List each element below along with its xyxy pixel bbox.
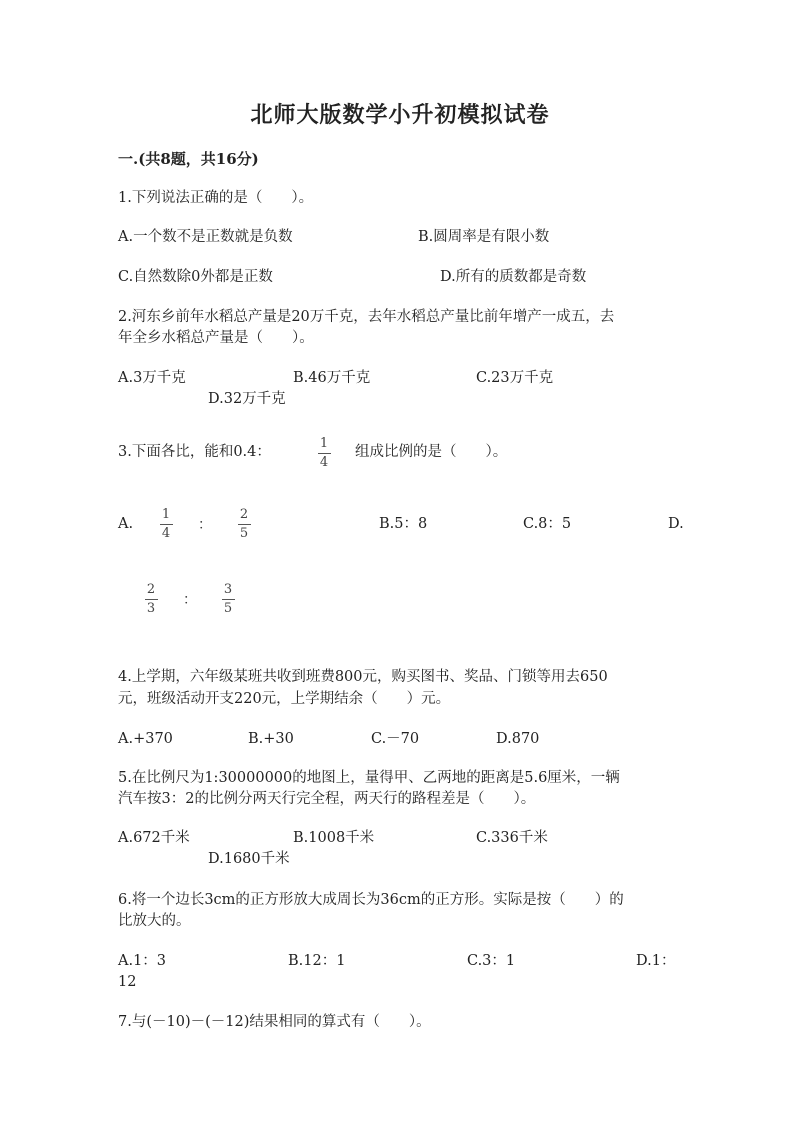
question-2-option-d: D.32万千克 (208, 391, 286, 407)
question-5-stem-line-1: 5.在比例尺为1:30000000的地图上，量得甲、乙两地的距离是5.6厘米，一辆 (118, 770, 620, 786)
question-4-option-d: D.870 (496, 731, 540, 747)
question-3-option-a-fraction-2 (236, 507, 252, 542)
question-5-option-c: C.336千米 (476, 830, 548, 846)
question-3-option-d-fraction-2 (220, 582, 236, 617)
fraction-bar (318, 453, 331, 454)
question-4-option-a: A.+370 (118, 731, 173, 747)
question-2-stem-line-1: 2.河东乡前年水稻总产量是20万千克，去年水稻总产量比前年增产一成五，去 (118, 309, 615, 325)
question-3-option-d-fraction-1 (143, 582, 159, 617)
fraction-numerator: 1 (161, 507, 171, 522)
question-6-option-d: D.1： (636, 953, 676, 969)
question-1-option-c: C.自然数除0外都是正数 (118, 269, 273, 285)
fraction-bar (238, 524, 251, 525)
fraction-bar (160, 524, 173, 525)
question-3-option-c: C.8：5 (523, 516, 572, 532)
fraction-denominator: 5 (239, 526, 249, 541)
question-4-option-b: B.+30 (248, 731, 294, 747)
page-title: 北师大版数学小升初模拟试卷 (250, 102, 550, 128)
fraction-numerator: 2 (239, 507, 249, 522)
question-3-option-d-colon: ： (183, 592, 197, 608)
fraction-denominator: 4 (161, 526, 171, 541)
question-6-option-a: A.1：3 (118, 953, 167, 969)
question-2-option-a: A.3万千克 (118, 370, 186, 386)
question-3-option-a-fraction-1 (158, 507, 174, 542)
fraction-numerator: 3 (223, 582, 233, 597)
question-6-stem-line-2: 比放大的。 (118, 913, 191, 929)
question-7-stem: 7.与(－10)－(－12)结果相同的算式有（ ）。 (118, 1014, 431, 1030)
question-3-stem-end: 组成比例的是（ ）。 (355, 444, 508, 460)
question-3-stem-start: 3.下面各比，能和0.4： (118, 444, 271, 460)
question-5-option-d: D.1680千米 (208, 851, 290, 867)
fraction-denominator: 4 (319, 455, 329, 470)
section-header: 一.(共8题，共16分) (118, 150, 259, 168)
question-1-option-b: B.圆周率是有限小数 (418, 229, 550, 245)
question-5-stem-line-2: 汽车按3：2的比例分两天行完全程，两天行的路程差是（ ）。 (118, 791, 536, 807)
question-2-option-b: B.46万千克 (293, 370, 371, 386)
question-6-stem-line-1: 6.将一个边长3cm的正方形放大成周长为36cm的正方形。实际是按（ ）的 (118, 892, 624, 908)
question-4-stem-line-2: 元，班级活动开支220元，上学期结余（ ）元。 (118, 691, 451, 707)
question-6-option-d-wrap: 12 (118, 974, 137, 990)
fraction-bar (222, 599, 235, 600)
fraction-numerator: 1 (319, 436, 329, 451)
question-4-stem-line-1: 4.上学期，六年级某班共收到班费800元，购买图书、奖品、门锁等用去650 (118, 669, 608, 685)
question-5-option-b: B.1008千米 (293, 830, 375, 846)
question-3-option-d-label: D. (668, 516, 684, 532)
fraction-bar (145, 599, 158, 600)
fraction-numerator: 2 (146, 582, 156, 597)
question-1-option-a: A.一个数不是正数就是负数 (118, 229, 293, 245)
question-3-stem-fraction (316, 436, 332, 471)
question-6-option-b: B.12：1 (288, 953, 346, 969)
question-2-stem-line-2: 年全乡水稻总产量是（ ）。 (118, 330, 314, 346)
question-1-stem: 1.下列说法正确的是（ ）。 (118, 190, 314, 206)
question-6-option-c: C.3：1 (467, 953, 516, 969)
fraction-denominator: 3 (146, 601, 156, 616)
question-3-option-a-colon: ： (198, 517, 212, 533)
question-4-option-c: C.－70 (371, 731, 420, 747)
question-3-option-b: B.5：8 (379, 516, 428, 532)
question-2-option-c: C.23万千克 (476, 370, 554, 386)
question-3-option-a-label: A. (118, 516, 134, 532)
question-5-option-a: A.672千米 (118, 830, 190, 846)
fraction-denominator: 5 (223, 601, 233, 616)
question-1-option-d: D.所有的质数都是奇数 (440, 269, 587, 285)
